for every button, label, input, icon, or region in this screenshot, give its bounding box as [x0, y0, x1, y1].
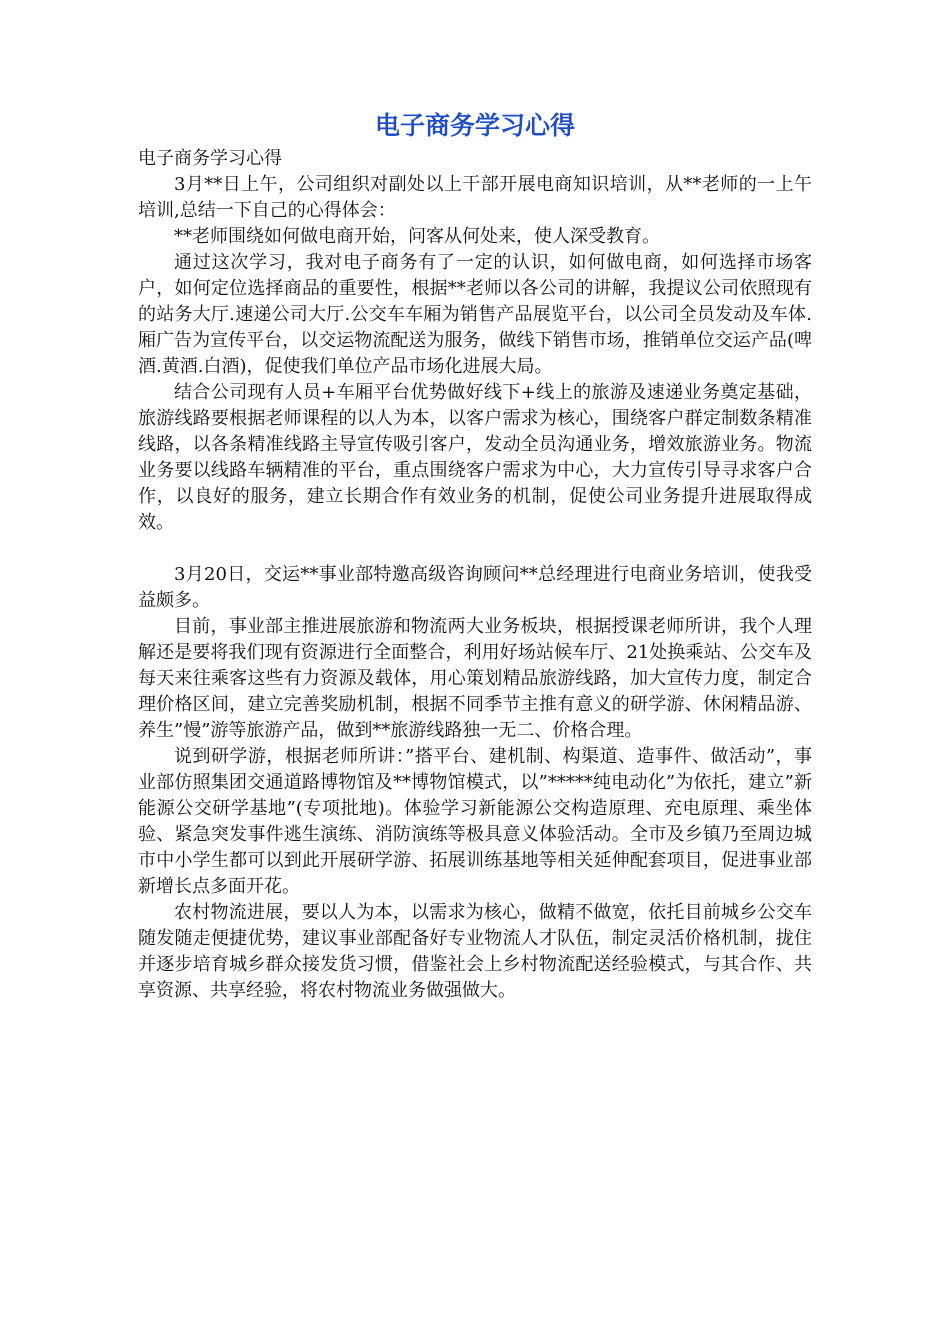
paragraph-4: 结合公司现有人员+车厢平台优势做好线下+线上的旅游及速递业务奠定基础，旅游线路要根据老师课程的以人为本，以客户需求为核心，围绕客户群定制数条精准线路，以各条精准线路主导宣传吸引客户，发动全员沟通业务，增效旅游业务。物流业务要以线路车辆精准的平台，重点围绕客户需求为中心，大力宣传引导寻求客户合作，以良好的服务，建立长期合作有效业务的机制，促使公司业务提升进展取得成效。 [138, 382, 812, 533]
paragraph-6: 目前，事业部主推进展旅游和物流两大业务板块，根据授课老师所讲，我个人理解还是要将我们现有资源进行全面整合，利用好场站候车厅、21处换乘站、公交车及每天来往乘客这些有力资源及载体，用心策划精品旅游线路，加大宣传力度，制定合理价格区间，建立完善奖励机制，根据不同季节主推有意义的研学游、休闲精品游、养生”慢”游等旅游产品，做到**旅游线路独一无二、价格合理。 [138, 616, 812, 741]
document-body [138, 146, 812, 1004]
paragraph-3: 通过这次学习，我对电子商务有了一定的认识，如何做电商，如何选择市场客户，如何定位选择商品的重要性，根据**老师以各公司的讲解，我提议公司依照现有的站务大厅.速递公司大厅.公交车车厢为销售产品展览平台，以公司全员发动及车体.厢广告为宣传平台，以交运物流配送为服务，做线下销售市场，推销单位交运产品(啤酒.黄酒.白酒)，促使我们单位产品市场化进展大局。 [138, 252, 812, 377]
paragraph-7: 说到研学游，根据老师所讲：”搭平台、建机制、构渠道、造事件、做活动”，事业部仿照集团交通道路博物馆及**博物馆模式，以”*****纯电动化”为依托，建立”新能源公交研学基地”(专项批地)。体验学习新能源公交构造原理、充电原理、乘坐体验、紧急突发事件逃生演练、消防演练等极具意义体验活动。全市及乡镇乃至周边城市中小学生都可以到此开展研学游、拓展训练基地等相关延伸配套项目，促进事业部新增长点多面开花。 [138, 746, 812, 897]
paragraph-2: **老师围绕如何做电商开始，问客从何处来，使人深受教育。 [174, 226, 660, 247]
document-title: 电子商务学习心得 [374, 111, 575, 140]
paragraph-8: 农村物流进展，要以人为本，以需求为核心，做精不做宽，依托目前城乡公交车随发随走便捷优势，建议事业部配备好专业物流人才队伍，制定灵活价格机制，拢住并逐步培育城乡群众接发货习惯，借鉴社会上乡村物流配送经验模式，与其合作、共享资源、共享经验，将农村物流业务做强做大。 [138, 902, 812, 1001]
paragraph-1: 3月**日上午，公司组织对副处以上干部开展电商知识培训，从**老师的一上午培训,总结一下自己的心得体会： [138, 174, 812, 221]
paragraph-5: 3月20日，交运**事业部特邀高级咨询顾问**总经理进行电商业务培训，使我受益颇多。 [138, 564, 812, 611]
blank-line [138, 536, 812, 562]
document-subtitle: 电子商务学习心得 [138, 148, 282, 169]
